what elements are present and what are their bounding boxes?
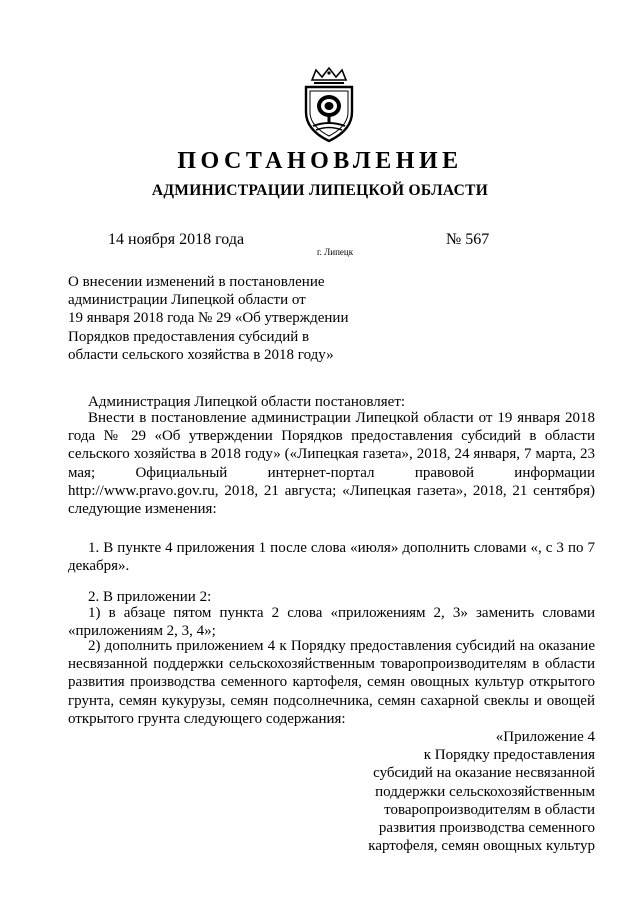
appendix-header bbox=[295, 728, 595, 855]
appendix-line: «Приложение 4 bbox=[495, 729, 595, 745]
paragraph-amendment-intro: Внести в постановление администрации Липецкой области от 19 января 2018 года № 29 «Об утверждении Порядков предоставления субсидий в области сельского хозяйства в 2018 году» («Липецкая газета», 2018, 24 января, 7 марта, 23 мая; Официальный интернет-портал правовой информации http://www.pravo.gov.ru, 2018, 21 августа; «Липецкая газета», 2018, 21 сентября) следующие изменения: bbox=[68, 410, 595, 518]
subject-line: О внесении изменений в постановление bbox=[68, 274, 325, 290]
document-subject bbox=[68, 273, 368, 364]
document-title: ПОСТАНОВЛЕНИЕ bbox=[177, 148, 463, 174]
appendix-line: развития производства семенного bbox=[378, 820, 595, 837]
paragraph-item-2: 2. В приложении 2: bbox=[88, 589, 212, 605]
subject-line: Порядков предоставления субсидий в bbox=[68, 328, 310, 345]
paragraph-subitem-1: 1) в абзаце пятом пункта 2 слова «приложениям 2, 3» заменить словами «приложениям 2, 3, 4»; bbox=[68, 605, 595, 640]
document-subtitle: АДМИНИСТРАЦИИ ЛИПЕЦКОЙ ОБЛАСТИ bbox=[151, 182, 489, 199]
appendix-line: субсидий на оказание несвязанной bbox=[373, 765, 595, 782]
appendix-line: к Порядку предоставления bbox=[423, 747, 595, 764]
appendix-line: картофеля, семян овощных культур bbox=[368, 838, 595, 855]
coat-of-arms-icon bbox=[298, 66, 360, 144]
document-date: 14 ноября 2018 года bbox=[108, 231, 245, 248]
paragraph-subitem-2: 2) дополнить приложением 4 к Порядку предоставления субсидий на оказание несвязанной поддержки сельскохозяйственным товаропроизводителям в области развития производства семенного картофеля, семян овощных культур открытого грунта, семян кукурузы, семян подсолнечника, семян сахарной свеклы и овощей открытого грунта следующего содержания: bbox=[68, 638, 595, 727]
subject-line: администрации Липецкой области от bbox=[68, 292, 306, 309]
document-number: № 567 bbox=[446, 231, 490, 248]
appendix-line: поддержки сельскохозяйственным bbox=[375, 783, 595, 800]
subject-line: 19 января 2018 года № 29 «Об утверждении bbox=[68, 310, 349, 327]
appendix-line: товаропроизводителям в области bbox=[384, 801, 595, 818]
paragraph-item-1: 1. В пункте 4 приложения 1 после слова «июля» дополнить словами «, с 3 по 7 декабря». bbox=[68, 540, 595, 575]
document-place: г. Липецк bbox=[317, 247, 354, 257]
subject-line: области сельского хозяйства в 2018 году» bbox=[68, 346, 334, 363]
paragraph-text: Администрация Липецкой области постановляет: bbox=[88, 394, 406, 410]
